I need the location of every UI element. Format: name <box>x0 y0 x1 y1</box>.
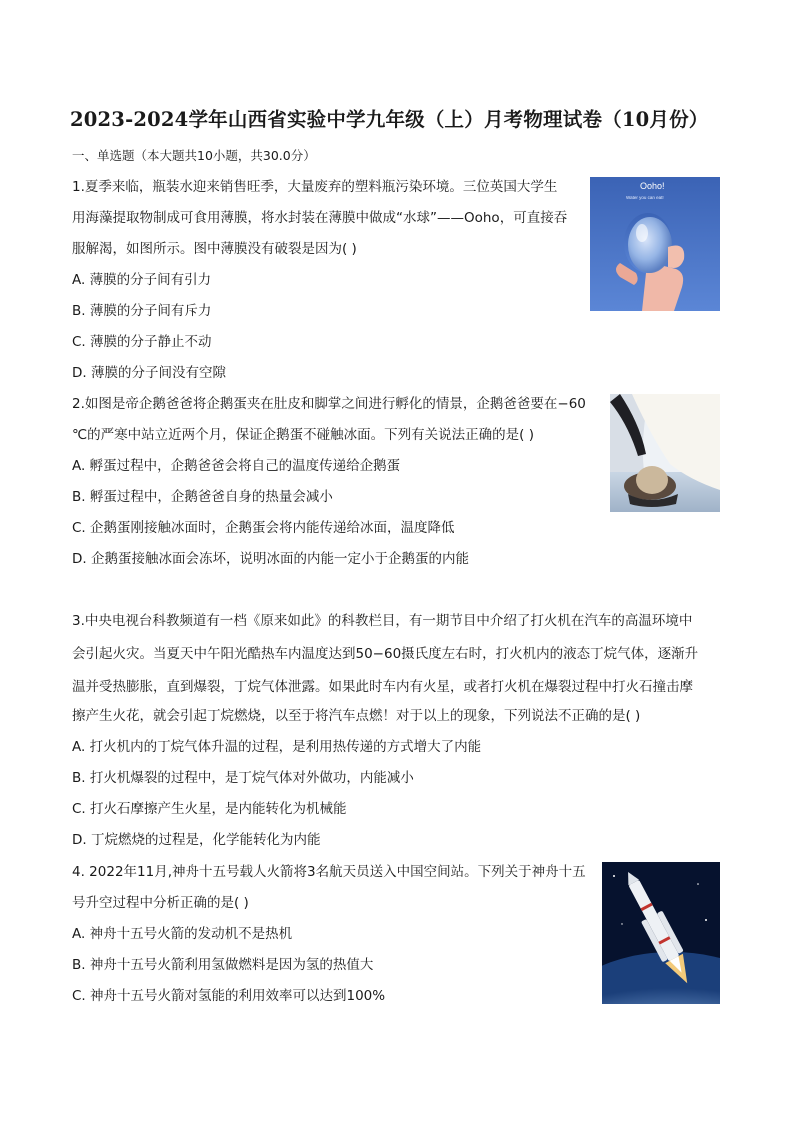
question-3-line-4: 擦产生火花，就会引起丁烷燃烧，以至于将汽车点燃！对于以上的现象，下列说法不正确的是( ) <box>72 708 641 724</box>
question-2-line-2: ℃的严寒中站立近两个月，保证企鹅蛋不碰触冰面。下列有关说法正确的是( ) <box>72 427 534 443</box>
question-2-option-c: C. 企鹅蛋刚接触冰面时，企鹅蛋会将内能传递给冰面，温度降低 <box>72 520 455 536</box>
question-2-option-a: A. 孵蛋过程中，企鹅爸爸会将自己的温度传递给企鹅蛋 <box>72 458 401 474</box>
question-4-option-c: C. 神舟十五号火箭对氢能的利用效率可以达到100% <box>72 988 386 1004</box>
penguin-egg-photo <box>610 394 720 512</box>
question-1-option-a: A. 薄膜的分子间有引力 <box>72 272 212 288</box>
question-3-line-2: 会引起火灾。当夏天中午阳光酷热车内温度达到50−60摄氏度左右时，打火机内的液态丁烷气体，逐渐升 <box>72 646 699 662</box>
question-3-option-d: D. 丁烷燃烧的过程是，化学能转化为内能 <box>72 832 321 848</box>
question-2-option-b: B. 孵蛋过程中，企鹅爸爸自身的热量会减小 <box>72 489 333 505</box>
ooho-water-ball-photo <box>590 177 720 311</box>
question-1-line-3: 服解渴，如图所示。图中薄膜没有破裂是因为( ) <box>72 241 357 257</box>
question-2-option-d: D. 企鹅蛋接触冰面会冻坏，说明冰面的内能一定小于企鹅蛋的内能 <box>72 551 469 567</box>
question-4-line-1: 4. 2022年11月,神舟十五号载人火箭将3名航天员送入中国空间站。下列关于神舟十五 <box>72 864 586 880</box>
question-1-option-d: D. 薄膜的分子间没有空隙 <box>72 365 226 381</box>
page-title: 2023-2024学年山西省实验中学九年级（上）月考物理试卷（10月份） <box>70 108 709 131</box>
question-1-option-b: B. 薄膜的分子间有斥力 <box>72 303 212 319</box>
question-3-option-b: B. 打火机爆裂的过程中，是丁烷气体对外做功，内能减小 <box>72 770 414 786</box>
question-3-option-a: A. 打火机内的丁烷气体升温的过程，是利用热传递的方式增大了内能 <box>72 739 482 755</box>
question-1-option-c: C. 薄膜的分子静止不动 <box>72 334 212 350</box>
section-heading: 一、单选题（本大题共10小题，共30.0分） <box>72 148 316 163</box>
question-4-line-2: 号升空过程中分析正确的是( ) <box>72 895 249 911</box>
figure-caption-ooho: Ooho! <box>640 181 665 191</box>
question-3-line-1: 3.中央电视台科教频道有一档《原来如此》的科教栏目，有一期节目中介绍了打火机在汽车的高温环境中 <box>72 613 693 629</box>
question-4-option-b: B. 神舟十五号火箭利用氢做燃料是因为氢的热值大 <box>72 957 374 973</box>
question-2-line-1: 2.如图是帝企鹅爸爸将企鹅蛋夹在肚皮和脚掌之间进行孵化的情景，企鹅爸爸要在−60 <box>72 396 586 412</box>
question-4-option-a: A. 神舟十五号火箭的发动机不是热机 <box>72 926 293 942</box>
question-1-line-2: 用海藻提取物制成可食用薄膜，将水封装在薄膜中做成“水球”——Ooho，可直接吞 <box>72 210 568 226</box>
question-3-option-c: C. 打火石摩擦产生火星，是内能转化为机械能 <box>72 801 347 817</box>
rocket-launch-photo <box>602 862 720 1004</box>
question-1-line-1: 1.夏季来临，瓶装水迎来销售旺季，大量废弃的塑料瓶污染环境。三位英国大学生 <box>72 179 558 195</box>
figure-caption-water: Water you can eat! <box>626 195 664 200</box>
question-3-line-3: 温并受热膨胀，直到爆裂，丁烷气体泄露。如果此时车内有火星，或者打火机在爆裂过程中打火石撞击摩 <box>72 679 693 695</box>
